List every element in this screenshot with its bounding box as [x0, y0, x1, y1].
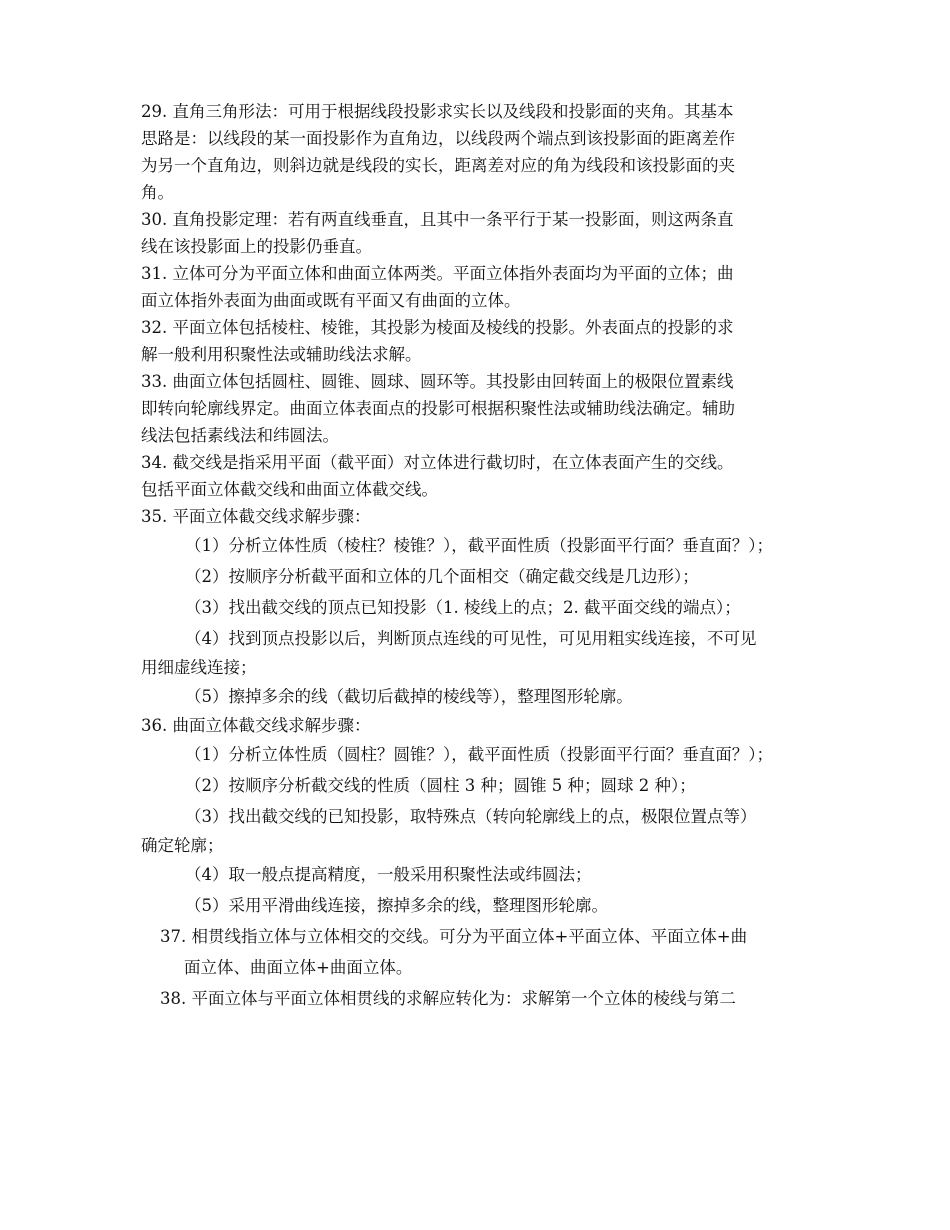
- text-line: （2）按顺序分析截平面和立体的几个面相交（确定截交线是几边形）；: [185, 567, 699, 586]
- text-line: 线法包括素线法和纬圆法。: [141, 426, 339, 445]
- text-line: 思路是：以线段的某一面投影作为直角边，以线段两个端点到该投影面的距离差作: [141, 129, 735, 148]
- text-line: （4）取一般点提高精度，一般采用积聚性法或纬圆法；: [185, 865, 592, 884]
- text-line: 面立体指外表面为曲面或既有平面又有曲面的立体。: [141, 291, 521, 310]
- text-line: 34. 截交线是指采用平面（截平面）对立体进行截切时，在立体表面产生的交线。: [141, 453, 734, 472]
- document-body: [141, 98, 816, 1014]
- text-line: 36. 曲面立体截交线求解步骤：: [141, 716, 371, 735]
- text-line: （1）分析立体性质（圆柱？圆锥？），截平面性质（投影面平行面？垂直面？）；: [185, 745, 773, 764]
- text-line: 解一般利用积聚性法或辅助线法求解。: [141, 345, 422, 364]
- text-line: （3）找出截交线的已知投影，取特殊点（转向轮廓线上的点，极限位置点等）: [185, 807, 757, 826]
- text-line: 线在该投影面上的投影仍垂直。: [141, 237, 372, 256]
- text-line: （5）擦掉多余的线（截切后截掉的棱线等），整理图形轮廓。: [185, 687, 633, 706]
- text-line: 即转向轮廓线界定。曲面立体表面点的投影可根据积聚性法或辅助线法确定。辅助: [141, 399, 735, 418]
- text-line: 为另一个直角边，则斜边就是线段的实长，距离差对应的角为线段和该投影面的夹: [141, 156, 735, 175]
- text-line: （4）找到顶点投影以后，判断顶点连线的可见性，可见用粗实线连接，不可见: [185, 629, 757, 648]
- text-line: 确定轮廓；: [141, 836, 224, 855]
- text-line: 32. 平面立体包括棱柱、棱锥，其投影为棱面及棱线的投影。外表面点的投影的求: [141, 318, 734, 337]
- text-line: （1）分析立体性质（棱柱？棱锥？），截平面性质（投影面平行面？垂直面？）；: [185, 536, 773, 555]
- text-line: （5）采用平滑曲线连接，擦掉多余的线，整理图形轮廓。: [185, 896, 608, 915]
- text-line: 包括平面立体截交线和曲面立体截交线。: [141, 480, 438, 499]
- text-line: 30. 直角投影定理：若有两直线垂直，且其中一条平行于某一投影面，则这两条直: [141, 210, 734, 229]
- text-line: （2）按顺序分析截交线的性质（圆柱 3 种；圆锥 5 种；圆球 2 种）；: [185, 776, 696, 795]
- text-line: 35. 平面立体截交线求解步骤：: [141, 507, 371, 526]
- text-line: 37. 相贯线指立体与立体相交的交线。可分为平面立体+平面立体、平面立体+曲: [160, 927, 748, 946]
- text-line: 31. 立体可分为平面立体和曲面立体两类。平面立体指外表面均为平面的立体；曲: [141, 264, 734, 283]
- text-line: 38. 平面立体与平面立体相贯线的求解应转化为：求解第一个立体的棱线与第二: [160, 989, 736, 1008]
- text-line: 角。: [141, 183, 174, 202]
- text-line: 用细虚线连接；: [141, 658, 257, 677]
- text-line: （3）找出截交线的顶点已知投影（1. 棱线上的点；2. 截平面交线的端点）；: [185, 598, 741, 617]
- text-line: 33. 曲面立体包括圆柱、圆锥、圆球、圆环等。其投影由回转面上的极限位置素线: [141, 372, 734, 391]
- text-line: 面立体、曲面立体+曲面立体。: [184, 958, 413, 977]
- text-line: 29. 直角三角形法：可用于根据线段投影求实长以及线段和投影面的夹角。其基本: [141, 102, 734, 121]
